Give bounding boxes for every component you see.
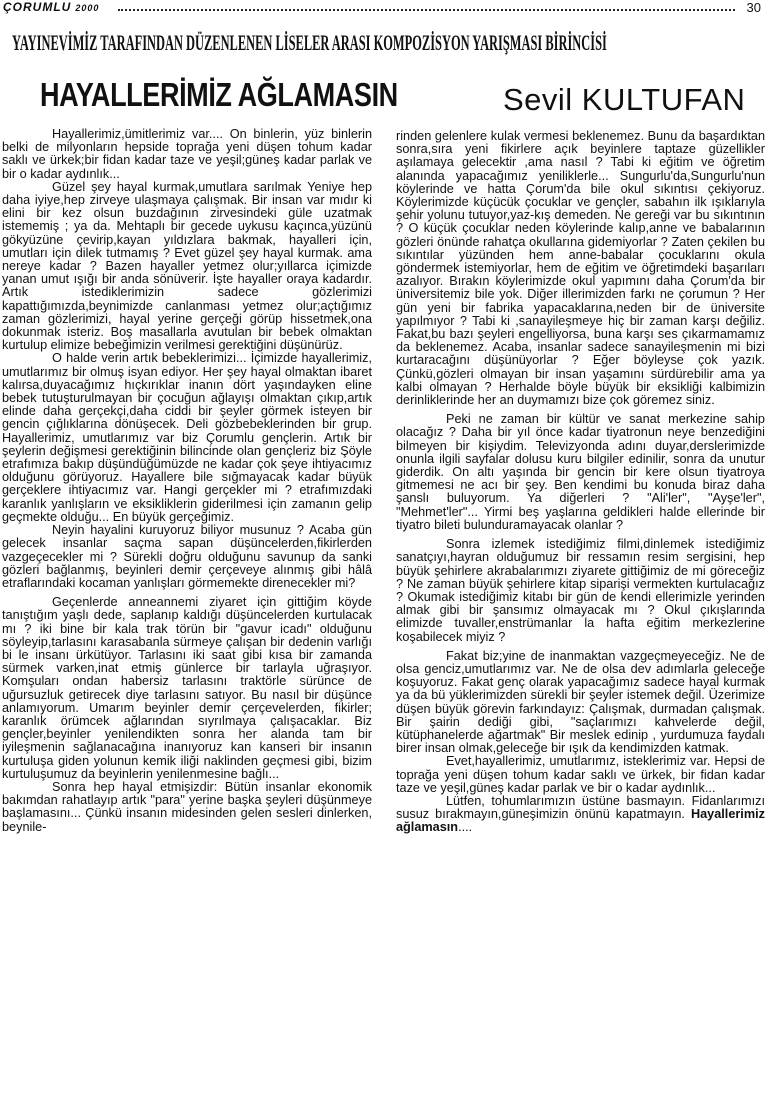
paragraph: O halde verin artık bebeklerimizi... İçimizde hayallerimiz, umutlarımız bir olmuş isyan ediyor. Her şey hayal olmaktan ibaret kalırsa,duyacağımız hıçkırıklar inanın dört yaşındayken eline bebek tutuşturulmayan bir çocuğun ağlayışı olmaktan çıkıp,artık elinde daha gerçekçi,daha ciddi bir şeyler görmek isteyen bir gencin çığlıklarına dönüşecek. Deli gözbebeklerinden bir grup. Hayallerimiz, umutlarımız var biz Çorumlu gençlerin. Artık bir şeylerin değişmesi gerektiğinin bilincinde olan gençleriz biz Şöyle etrafımıza bakıp düşündüğümüzde ne kadar çok şeye ihtiyacımız olduğunu görüyoruz. Hayallere bile sığmayacak kadar büyük gerçeklere ihtiyacımız var. Hangi gerçekler mi ? etrafımızdaki karanlık yanlışların ve eksikliklerin giderilmesi için zamanın gelip geçmekte olduğu... En büyük gerçeğimiz. (2, 351, 372, 524)
paragraph: Sonra izlemek istediğimiz filmi,dinlemek istediğimiz sanatçıyı,hayran olduğumuz bir ressamın resim sergisini, hep büyük şehirlere akrabalarımızı ziyarete gittiğimiz de mi göreceğiz ? Ne zaman büyük şehirlere kitap siparişi vermekten kurtulacağız ? Okumak istediğimiz kitabı bir gün de kendi ellerimizle yerinden almak gibi bir şansımız olmayacak mı ? Okul çıkışlarında elimizde tuvaller,enstrümanlar la hafta eğitim merkezlerine koşabilecek miyiz ? (396, 537, 765, 644)
paragraph: Fakat biz;yine de inanmaktan vazgeçmeyeceğiz. Ne de olsa genciz,umutlarımız var. Ne de olsa dev adımlarla geleceğe koşuyoruz. Fakat genç olarak yapacağımız sadece hayal kurmak ya da bü yüklerimizden sürekli bir şeyler istemek değil. Üzerimize düşen büyük görevin farkındayız: Çalışmak, durmadan çalışmak. Bir şairin dediği gibi, "saçlarımızı kahvelerde değil, kütüphanelerde ağartmak" Bir meslek edinip , yurdumuza faydalı birer insan olmak,geleceğe bir ışık da kendimizden katmak. (396, 648, 765, 756)
article-title: HAYALLERİMİZ AĞLAMASIN (40, 76, 398, 113)
closing-ellipsis: .... (458, 820, 473, 835)
left-column (2, 128, 372, 834)
paragraph: Peki ne zaman bir kültür ve sanat merkezine sahip olacağız ? Daha bir yıl önce kadar tiyatronun neye benzediğini bilmeyen bir kişiydim. Televizyonda adını duyar,derslerimizde onunla ilgili sayfalar dolusu kuru bilgiler edinilir, sonra da unutur giderdik. On altı yaşında bir gencin bir kere olsun tiyatroya gitmemesi ne acı bir şey. Ben kendimi bu konuda biraz daha şanslı buluyorum. Ya diğerleri ? "Ali'ler", "Ayşe'ler", "Mehmet'ler"... Yirmi beş yaşlarına geldikleri halde ellerinde bir tiyatro bileti bulunduramayacak olanlar ? (396, 412, 765, 532)
closing-bold-phrase: Hayallerimiz ağlamasın (396, 807, 765, 835)
paragraph: Neyin hayalini kuruyoruz biliyor musunuz ? Acaba gün gelecek insanlar saçma sapan düşüncelerden,fikirlerden vazgeçecekler mi ? Sürekli doğru olduğunu savunup da sanki gözleri bağlanmış, beyinleri demir çerçeveye alınmış gibi hâlâ etraflarındaki kocaman yanlışları görmemekte direnecekler mi? (2, 523, 372, 590)
closing-text: Lütfen, tohumlarımızın üstüne basmayın. Fidanlarımızı susuz bırakmayın,güneşimizin önünü kapatmayın. (396, 793, 765, 822)
paragraph: Sonra hep hayal etmişizdir: Bütün insanlar ekonomik bakımdan rahatlayıp artık "para" yerine başka şeyleri düşünmeye başlamasını... Çünkü insanın midesinden gelen sesleri dinlerken, beynile- (2, 779, 372, 834)
paragraph: Evet,hayallerimiz, umutlarımız, isteklerimiz var. Hepsi de toprağa yeni düşen tohum kadar saklı ve ürkek, bir fidan kadar taze ve yeşil,güneş kadar parlak ve bir o kadar aydınlık... (396, 754, 765, 795)
page-number: 30 (746, 0, 761, 15)
paragraph: Hayallerimiz,ümitlerimiz var.... On binlerin, yüz binlerin belki de milyonların hepside toprağa yeni düşen tohum kadar saklı ve ürkek;bir fidan kadar taze ve yeşil;güneş kadar parlak ve bir o kadar aydınlık... (2, 127, 372, 181)
paragraph: Geçenlerde anneannemi ziyaret için gittiğim köyde tanıştığım yaşlı dede, saplanıp kaldığı düşüncelerden kurtulacak mı ? iki bine bir kala trak törün bir "gavur icadı" olduğunu söyleyip,tarlasını karasabanla sürmeye çalışan bir dedenin varlığı bi le insanı ürkütüyor. Tarlasını iki saat gibi kısa bir zamanda sürmek varken,inat etmiş günlerce bir tarlayla uğraşıyor. Komşuları ondan habersiz tarlasını traktörle sürünce de uğursuzluk getirecek diye tarlasını satıyor. Bu nasıl bir düşünce anlamıyorum. Umarım beyinler demir çerçevelerden, fikirler; karanlık örümcek ağlarından sıyrılmaya çalışacaklar. Biz gençler,beyinler yenilendikten sonra her alanda tam bir iyileşmenin sağlanacağına inanıyoruz kan kanseri bir insanın kurtuluşa giden yolunun kemik iliği naklinden geçmesi gibi, bizim kurtuluşumuz da beyinlerin yenilenmesine bağlı... (2, 595, 372, 781)
issue-year: 2000 (75, 3, 100, 13)
closing-paragraph (396, 795, 765, 835)
paragraph: rinden gelenlere kulak vermesi beklenemez. Bunu da başardıktan sonra,sıra yeni fikirlere açık beyinlere taptaze güzellikler aşılamaya gelecektir ,ama nasıl ? Tabi ki eğitim ve öğretim alanında yapacağımız yeniliklerle... Sungurlu'da,Sungurlu'nun köylerinde ve hatta Çorum'da bile okul sıkıntısı çekiyoruz. Köylerimizde küçücük çocuklar ve gençler, sabahın ilk ışıklarıyla şehir yolunu tutuyor,yaz-kış demeden. Ne gereği var bu sıkıntının ? O küçük çocuklar neden köylerinde kalıp,anne ve babalarının gözleri önünde rahatça okullarına gidemiyorlar ? Zaten çekilen bu sıkıntılar yüzünden hem anne-babalar çocuklarını okula göndermek istemiyorlar, hem de eğitim ve öğretimdeki başarıları azalıyor. Bırakın köylerimizde okul yapımını daha Çorum'da bir üniversitemiz bile yok. Diğer illerimizden farkı ne çorumun ? Her gün yeni bir fabrika yapacaklarına,neden bir de üniversite yapılmıyor ? Tabi ki ,sanayileşmeye hiç bir zaman karşı değiliz. Fakat,bu bazı şeyleri engelliyorsa, buna karşı ses çıkarmamamız da beklenemez. Acaba, insanlar sadece sanayileşmenin mi bizi kurtaracağını düşünüyorlar ? Eğer böyleyse çok yazık. Çünkü,gözleri olmayan bir insan yaşamını sürdürebilir ama ya kalbi olmayan ? Herhalde böyle büyük bir eksikliği kalbimizin derinliklerinde her an duymamızı bize çok göremez siniz. (396, 129, 765, 408)
competition-title: YAYINEVİMİZ TARAFINDAN DÜZENLENEN LİSELER ARASI KOMPOZİSYON YARIŞMASI BİRİNCİSİ (12, 30, 607, 55)
author-name: Sevil KULTUFAN (503, 82, 746, 117)
right-column (396, 130, 765, 835)
page-header (0, 0, 769, 16)
magazine-name: ÇORUMLU 2000 (3, 0, 100, 14)
paragraph: Güzel şey hayal kurmak,umutlara sarılmak Yeniye hep daha iyiye,hep zirveye ulaşmaya çalışmak. Bir insan var mıdır ki elini bir kez olsun buzdağının zirvesindeki güle uzatmak istememiş ; ya da. Mehtaplı bir gecede uykusu kaçınca,yüzünü gökyüzüne çevirip,kayan yıldızlara bakmak, hayalleri için, umutları için dilek tutmamış ? Evet güzel şey hayal kurmak. ama nereye kadar ? Bazen hayaller yetmez olur;yıllarca içimizde yanan umut ışığı bir anda sönüverir. İşte hayaller oraya kadardır. Artık istediklerimizin sadece gözlerimizi kapattığımızda,beynimizde canlanması yetmez olur;açtığımız zaman gözlerimizi, hayal yerine gerçeği görüp hissetmek,ona dokunmak isteriz. Boş masallarla avutulan bir bebek olmaktan kurtulup elimize bebeğimizin verilmesi gerektiğini düşünürüz. (2, 179, 372, 353)
header-dotted-rule (118, 9, 735, 11)
